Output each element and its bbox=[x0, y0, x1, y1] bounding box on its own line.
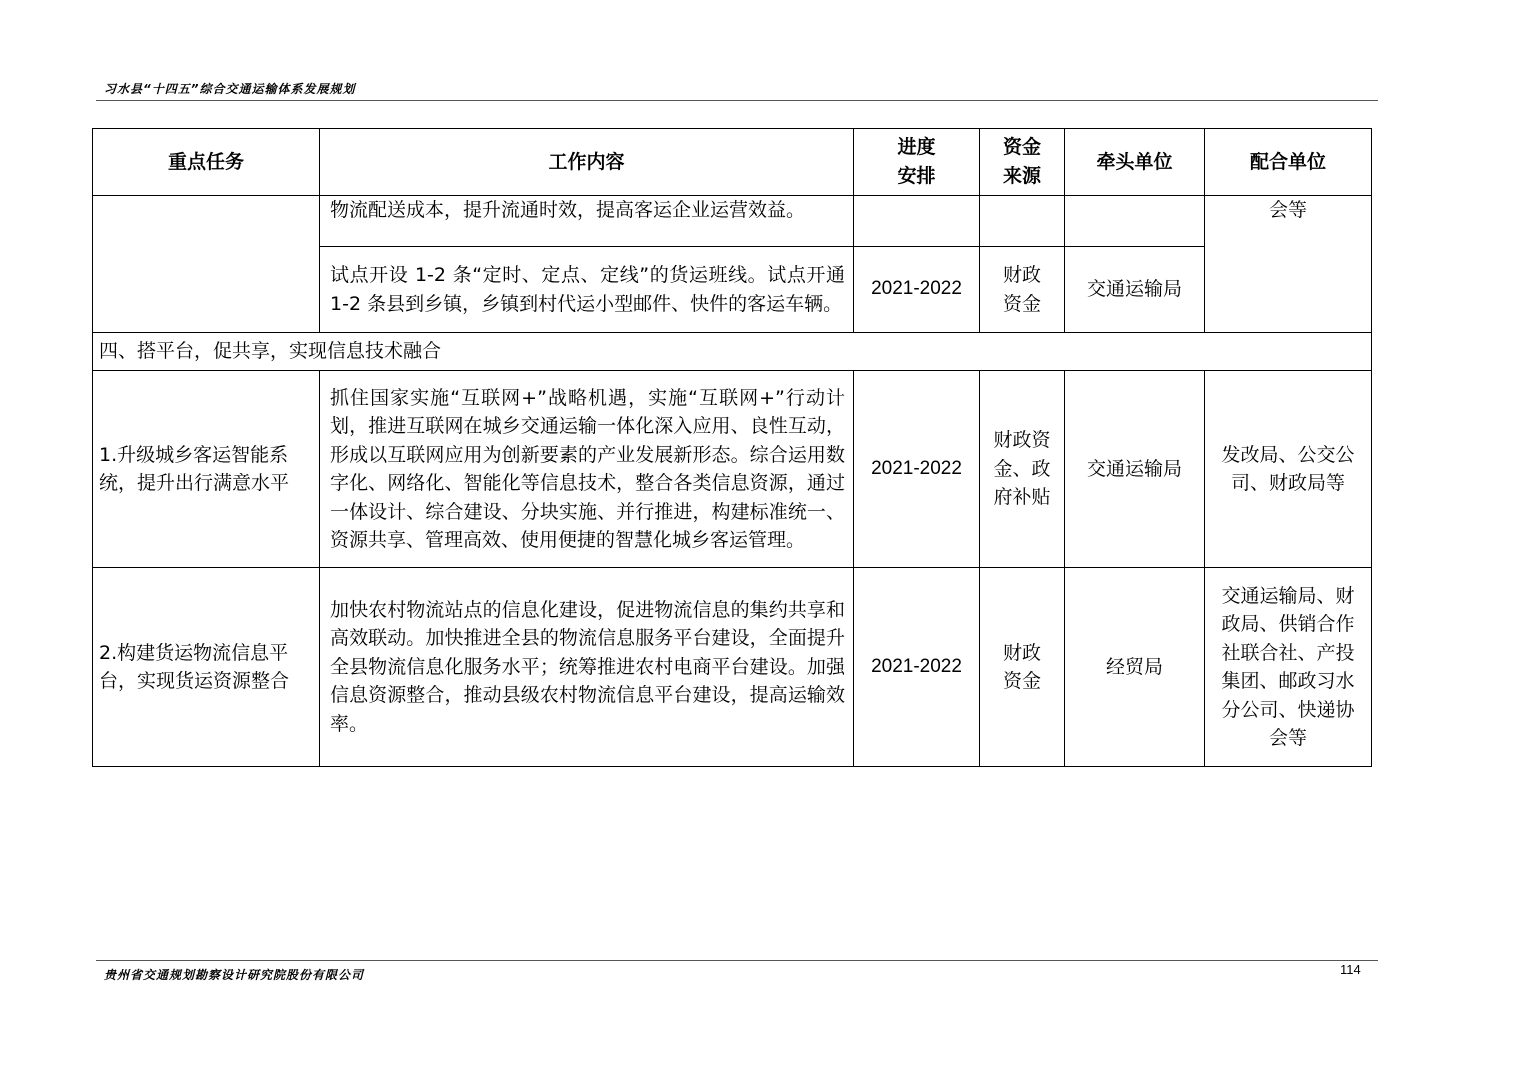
column-header-schedule-line1: 进度 bbox=[897, 136, 936, 158]
cell-fund: 财政资金 bbox=[980, 247, 1065, 333]
column-header-fund-line2: 来源 bbox=[1002, 165, 1041, 187]
footer-divider bbox=[96, 960, 1378, 961]
cell-partner: 会等 bbox=[1205, 196, 1372, 333]
cell-task bbox=[93, 196, 320, 333]
table-row bbox=[93, 568, 1372, 767]
cell-schedule: 2021-2022 bbox=[854, 371, 980, 568]
column-header-fund-line1: 资金 bbox=[1002, 136, 1041, 158]
cell-task: 2.构建货运物流信息平台，实现货运资源整合 bbox=[93, 568, 320, 767]
column-header-lead: 牵头单位 bbox=[1065, 129, 1205, 196]
document-header-title: 习水县“十四五”综合交通运输体系发展规划 bbox=[104, 82, 356, 96]
column-header-content: 工作内容 bbox=[320, 129, 854, 196]
cell-lead: 交通运输局 bbox=[1065, 371, 1205, 568]
cell-content: 物流配送成本，提升流通时效，提高客运企业运营效益。 bbox=[320, 196, 854, 247]
column-header-schedule-line2: 安排 bbox=[897, 165, 936, 187]
column-header-fund bbox=[980, 129, 1065, 196]
column-header-task: 重点任务 bbox=[93, 129, 320, 196]
cell-lead: 交通运输局 bbox=[1065, 247, 1205, 333]
cell-schedule bbox=[854, 196, 980, 247]
cell-lead: 经贸局 bbox=[1065, 568, 1205, 767]
cell-content: 加快农村物流站点的信息化建设，促进物流信息的集约共享和高效联动。加快推进全县的物流信息服务平台建设，全面提升全县物流信息化服务水平；统筹推进农村电商平台建设。加强信息资源整合，推动县级农村物流信息平台建设，提高运输效率。 bbox=[320, 568, 854, 767]
table-header-row bbox=[93, 129, 1372, 196]
table-row bbox=[93, 196, 1372, 247]
page-number: 114 bbox=[1340, 962, 1361, 977]
cell-fund: 财政资金、政府补贴 bbox=[980, 371, 1065, 568]
column-header-partner: 配合单位 bbox=[1205, 129, 1372, 196]
column-header-schedule bbox=[854, 129, 980, 196]
cell-fund bbox=[980, 196, 1065, 247]
cell-lead bbox=[1065, 196, 1205, 247]
section-title: 四、搭平台，促共享，实现信息技术融合 bbox=[93, 333, 1372, 371]
table-row bbox=[93, 371, 1372, 568]
cell-schedule: 2021-2022 bbox=[854, 247, 980, 333]
cell-partner: 发改局、公交公司、财政局等 bbox=[1205, 371, 1372, 568]
cell-task: 1.升级城乡客运智能系统，提升出行满意水平 bbox=[93, 371, 320, 568]
cell-content: 抓住国家实施“互联网+”战略机遇，实施“互联网+”行动计划，推进互联网在城乡交通运输一体化深入应用、良性互动，形成以互联网应用为创新要素的产业发展新形态。综合运用数字化、网络化、智能化等信息技术，整合各类信息资源，通过一体设计、综合建设、分块实施、并行推进，构建标准统一、资源共享、管理高效、使用便捷的智慧化城乡客运管理。 bbox=[320, 371, 854, 568]
cell-partner: 交通运输局、财政局、供销合作社联合社、产投集团、邮政习水分公司、快递协会等 bbox=[1205, 568, 1372, 767]
footer-company-name: 贵州省交通规划勘察设计研究院股份有限公司 bbox=[104, 968, 365, 982]
section-row bbox=[93, 333, 1372, 371]
cell-schedule: 2021-2022 bbox=[854, 568, 980, 767]
cell-fund: 财政资金 bbox=[980, 568, 1065, 767]
cell-content: 试点开设 1-2 条“定时、定点、定线”的货运班线。试点开通 1-2 条县到乡镇，乡镇到村代运小型邮件、快件的客运车辆。 bbox=[320, 247, 854, 333]
header-divider bbox=[96, 100, 1378, 101]
key-tasks-table bbox=[92, 128, 1372, 767]
